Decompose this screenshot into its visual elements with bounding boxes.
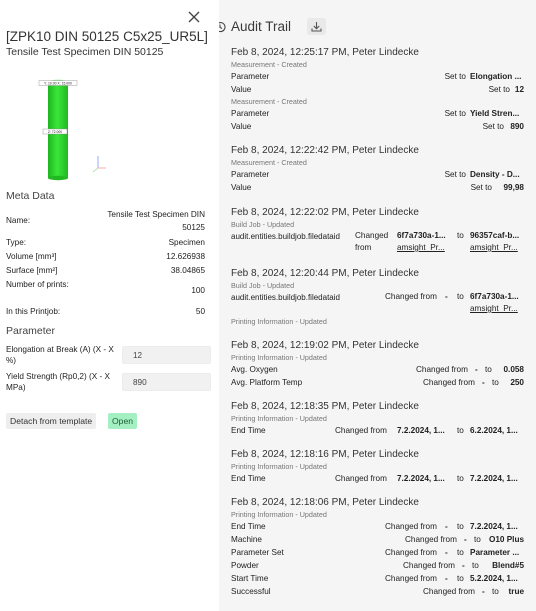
change-to-value: 6.2.2024, 1... [470, 426, 518, 435]
audit-group-label: Printing Information - Updated [231, 353, 327, 362]
change-from-value: - [482, 378, 485, 387]
item-title: [ZPK10 DIN 50125 C5x25_UR5L] [6, 29, 208, 44]
change-field: Powder [231, 561, 259, 570]
change-to-value: 96357caf-b... [470, 231, 520, 240]
change-to-value: O10 Plus [488, 535, 524, 544]
change-field: Value [231, 183, 252, 192]
open-button[interactable]: Open [108, 413, 137, 429]
change-from-link[interactable]: amsight_Pr... [397, 243, 445, 252]
change-to-word: to [472, 561, 479, 570]
change-field: End Time [231, 522, 266, 531]
audit-entry-timestamp: Feb 8, 2024, 12:19:02 PM, Peter Lindecke [231, 340, 419, 351]
change-to-value: 250 [510, 378, 524, 387]
meta-row-number-of-prints [6, 279, 205, 303]
audit-change-row [231, 572, 524, 585]
audit-group-label: Measurement - Created [231, 158, 307, 167]
change-from-value: - [445, 548, 448, 557]
change-to-word: to [457, 548, 464, 557]
close-icon[interactable] [187, 10, 201, 24]
audit-group-label: Printing Information - Updated [231, 462, 327, 471]
audit-trail-header [219, 0, 536, 42]
meta-data-heading: Meta Data [6, 190, 55, 202]
audit-entry-timestamp: Feb 8, 2024, 12:22:42 PM, Peter Lindecke [231, 145, 419, 156]
change-field: Avg. Oxygen [231, 365, 278, 374]
change-field: Parameter [231, 109, 270, 118]
change-to-word: to [485, 365, 492, 374]
audit-trail-title: Audit Trail [231, 19, 292, 34]
change-from-value: 7.2.2024, 1... [397, 474, 445, 483]
change-field: Value [231, 85, 252, 94]
audit-entry [231, 497, 524, 598]
meta-value: 50 [195, 307, 205, 316]
change-from-value: 7.2.2024, 1... [397, 426, 445, 435]
item-subtitle: Tensile Test Specimen DIN 50125 [6, 46, 164, 58]
change-lead: Set to [482, 122, 504, 131]
audit-entry [231, 401, 524, 437]
meta-value: Specimen [168, 238, 205, 247]
audit-group-label: Build Job - Updated [231, 281, 295, 290]
change-from-value: - [445, 574, 448, 583]
parameter-heading: Parameter [6, 325, 56, 337]
change-field: Parameter Set [231, 548, 284, 557]
parameter-label: Elongation at Break (A) (X - X %) [6, 345, 114, 365]
audit-group-label: Measurement - Created [231, 97, 307, 106]
change-to-word: to [457, 426, 464, 435]
audit-group-label: Printing Information - Updated [231, 510, 327, 519]
change-field: Parameter [231, 72, 270, 81]
meta-row-name [6, 208, 205, 234]
3d-model-preview[interactable] [30, 76, 112, 184]
audit-change-row [231, 363, 524, 376]
change-lead: Changed from [423, 378, 475, 387]
model-dimension-label: Z: 72.000 [47, 129, 63, 134]
audit-change-row [231, 424, 524, 437]
parameter-row-yield-strength [6, 371, 205, 395]
change-lead: Set to [444, 72, 466, 81]
audit-group-label: Measurement - Created [231, 60, 307, 69]
change-from-value: - [475, 365, 478, 374]
meta-key: Name: [6, 216, 31, 225]
change-from-value: 6f7a730a-1... [397, 231, 446, 240]
meta-value: Tensile Test Specimen DIN 50125 [107, 210, 205, 232]
change-lead: Changed from [335, 474, 387, 483]
history-icon [219, 20, 227, 34]
change-lead: Changed from [385, 292, 437, 301]
change-to-cell [470, 291, 524, 315]
change-to-value: 890 [510, 122, 524, 131]
audit-change-row [231, 520, 524, 533]
audit-change-row [231, 107, 524, 120]
change-lead: Set to [470, 183, 492, 192]
audit-entry [231, 268, 524, 327]
audit-change-row [231, 472, 524, 485]
meta-key: Volume [mm³] [6, 252, 57, 261]
change-to-value: 12 [514, 85, 524, 94]
change-field: End Time [231, 474, 266, 483]
change-to-value: 7.2.2024, 1... [470, 474, 518, 483]
audit-entry [231, 47, 524, 133]
change-from-cell [397, 230, 451, 254]
change-to-value: 6f7a730a-1... [470, 292, 519, 301]
audit-change-row [231, 559, 524, 572]
change-to-cell [470, 230, 524, 254]
audit-change-row [231, 83, 524, 96]
meta-key: Type: [6, 238, 27, 247]
change-to-value: Density - D... [470, 170, 520, 179]
change-to-word: to [457, 292, 464, 301]
change-to-word: to [492, 378, 499, 387]
change-from-value: - [445, 292, 448, 301]
change-to-link[interactable]: amsight_Pr... [470, 304, 518, 313]
change-to-value: Parameter ... [470, 548, 520, 557]
audit-entry-timestamp: Feb 8, 2024, 12:18:35 PM, Peter Lindecke [231, 401, 419, 412]
change-from-value: - [482, 587, 485, 596]
change-to-value: 99,98 [503, 183, 524, 192]
change-from-value: - [462, 561, 465, 570]
change-to-word: to [474, 535, 481, 544]
audit-entry-timestamp: Feb 8, 2024, 12:22:02 PM, Peter Lindecke [231, 207, 419, 218]
change-from-value: - [445, 522, 448, 531]
change-lead: Changed from [416, 365, 468, 374]
audit-change-row [231, 70, 524, 83]
audit-entry [231, 145, 524, 194]
audit-change-row [231, 291, 524, 315]
change-lead: Changed from [403, 561, 455, 570]
audit-change-row [231, 230, 524, 254]
change-to-word: to [457, 231, 464, 240]
change-lead: Changed from [385, 574, 437, 583]
parameter-row-elongation [6, 344, 205, 368]
audit-entry [231, 340, 524, 389]
download-icon [307, 18, 326, 35]
change-field: Parameter [231, 170, 270, 179]
axis-gizmo-icon [93, 156, 106, 172]
audit-change-row [231, 546, 524, 559]
meta-key: Surface [mm²] [6, 266, 58, 275]
audit-change-row [231, 120, 524, 133]
audit-group-label: Printing Information - Updated [231, 317, 327, 326]
download-button[interactable] [307, 18, 326, 35]
yield-strength-input[interactable] [122, 373, 211, 391]
meta-key: In this Printjob: [6, 307, 61, 316]
audit-entry-timestamp: Feb 8, 2024, 12:18:16 PM, Peter Lindecke [231, 449, 419, 460]
audit-change-row [231, 533, 524, 546]
audit-trail-panel [219, 0, 536, 611]
change-field: Machine [231, 535, 262, 544]
change-field: Value [231, 122, 252, 131]
audit-change-row [231, 585, 524, 598]
meta-value: 100 [191, 286, 205, 295]
change-lead: Changed from [405, 535, 457, 544]
audit-group-label: Printing Information - Updated [231, 414, 327, 423]
change-lead: Changed from [385, 548, 437, 557]
change-to-value: true [508, 587, 524, 596]
change-to-word: to [457, 574, 464, 583]
elongation-input[interactable] [122, 346, 211, 364]
audit-change-row [231, 376, 524, 389]
change-lead: Set to [488, 85, 510, 94]
audit-entry [231, 207, 524, 254]
change-lead: Changed from [385, 522, 437, 531]
change-lead: Set to [444, 170, 466, 179]
change-lead: Set to [444, 109, 466, 118]
change-lead: Changed from [423, 587, 475, 596]
change-to-link[interactable]: amsight_Pr... [470, 243, 518, 252]
audit-entry-timestamp: Feb 8, 2024, 12:20:44 PM, Peter Lindecke [231, 268, 419, 279]
change-to-value: Blend#5 [492, 561, 524, 570]
change-to-value: 0.058 [503, 365, 524, 374]
change-field: Successful [231, 587, 271, 596]
change-to-word: to [457, 474, 464, 483]
change-field: Avg. Platform Temp [231, 378, 303, 387]
change-field: End Time [231, 426, 266, 435]
change-field: Start Time [231, 574, 269, 583]
change-lead: Changed from [335, 426, 387, 435]
change-to-value: 5.2.2024, 1... [470, 574, 518, 583]
change-to-value: Yield Stren... [470, 109, 520, 118]
change-to-word: to [492, 587, 499, 596]
meta-value: 38.04865 [170, 266, 205, 275]
audit-entry-timestamp: Feb 8, 2024, 12:18:06 PM, Peter Lindecke [231, 497, 419, 508]
audit-change-row [231, 168, 524, 181]
change-from-value: - [464, 535, 467, 544]
audit-change-row [231, 181, 524, 194]
meta-value: 12.626938 [166, 252, 205, 261]
change-to-value: 7.2.2024, 1... [470, 522, 518, 531]
model-dimension-label: Y: 10.00 X: 15.000 [44, 81, 72, 86]
change-to-word: to [457, 522, 464, 531]
audit-entry-timestamp: Feb 8, 2024, 12:25:17 PM, Peter Lindecke [231, 47, 419, 58]
change-lead: Changed from [355, 231, 389, 252]
change-to-value: Elongation ... [470, 72, 522, 81]
change-field: audit.entities.buildjob.filedataid [231, 293, 340, 302]
meta-key: Number of prints: [6, 280, 69, 289]
parameter-label: Yield Strength (Rp0,2) (X - X MPa) [6, 372, 110, 392]
change-field: audit.entities.buildjob.filedataid [231, 232, 340, 241]
audit-entry [231, 449, 524, 485]
item-detail-panel [0, 0, 219, 611]
audit-group-label: Build Job - Updated [231, 220, 295, 229]
detach-from-template-button[interactable]: Detach from template [6, 413, 96, 429]
